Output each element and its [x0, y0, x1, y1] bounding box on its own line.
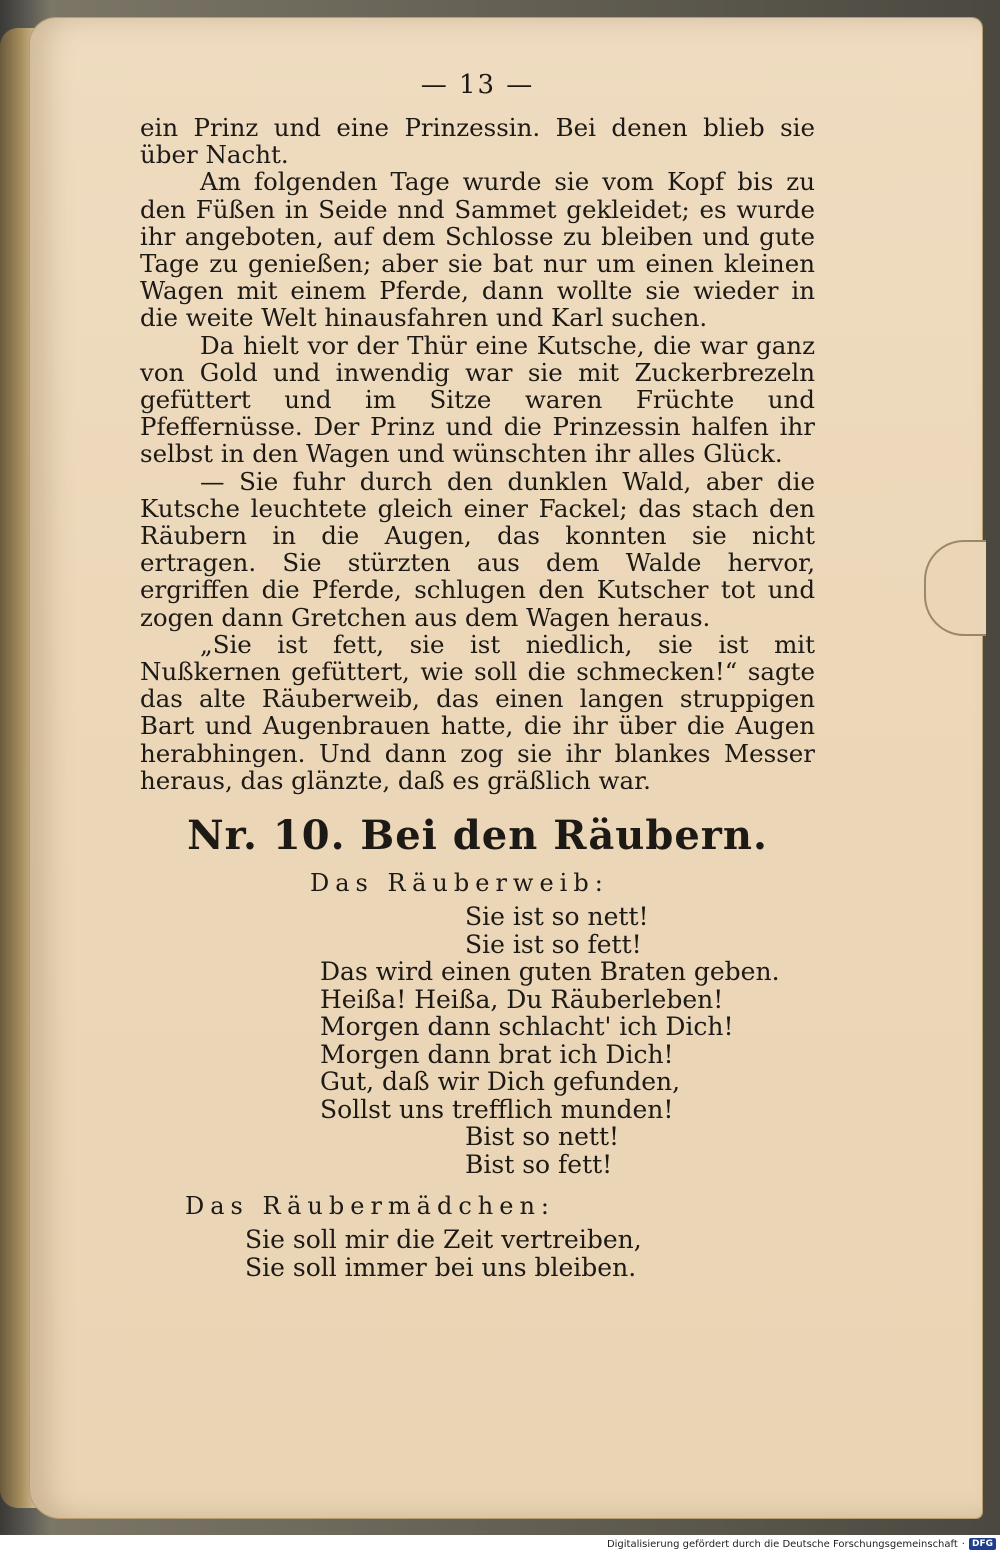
paragraph: ein Prinz und eine Prinzessin. Bei denen blieb sie über Nacht.	[140, 113, 815, 170]
paragraph: „Sie ist fett, sie ist niedlich, sie ist mit Nußkernen gefüttert, wie soll die schmecken!“ sagte das alte Räuberweib, das einen langen struppigen Bart und Augenbrauen hatte, die ihr über die Augen herabhingen. Und dann zog sie ihr blankes Messer heraus, das glänzte, daß es gräßlich war.	[140, 629, 815, 795]
verse-line: Bist so fett!	[465, 1149, 613, 1179]
verse-line: Sollst uns trefflich munden!	[320, 1094, 674, 1124]
digitization-footer: Digitalisierung gefördert durch die Deutsche Forschungsgemeinschaft · DFG	[607, 1538, 996, 1550]
song-heading: Nr. 10. Bei den Räubern.	[187, 812, 768, 860]
verse-line: Morgen dann brat ich Dich!	[320, 1039, 674, 1069]
stanza	[185, 1192, 815, 1282]
page-tab-notch	[924, 540, 986, 636]
verse-line: Morgen dann schlacht' ich Dich!	[320, 1012, 734, 1042]
page-content	[140, 70, 815, 1281]
verse-line: Gut, daß wir Dich gefunden,	[320, 1067, 681, 1097]
verse-line: Sie ist so nett!	[465, 902, 649, 932]
stanza	[310, 869, 815, 1179]
verse-line: Das wird einen guten Braten geben.	[320, 957, 780, 987]
song-body	[140, 869, 815, 1281]
verse-line: Sie soll immer bei uns bleiben.	[245, 1252, 637, 1282]
speaker-label: Das Räuberweib:	[310, 869, 609, 898]
paragraph: Da hielt vor der Thür eine Kutsche, die war ganz von Gold und inwendig war sie mit Zuckerbrezeln gefüttert und im Sitze waren Früchte und Pfeffernüsse. Der Prinz und die Prinzessin halfen ihr selbst in den Wagen und wünschten ihr alles Glück.	[140, 330, 815, 469]
verse-line: Sie soll mir die Zeit vertreiben,	[245, 1225, 642, 1255]
speaker-label: Das Räubermädchen:	[185, 1192, 555, 1221]
page-number: — 13 —	[420, 70, 535, 100]
verse-line: Heißa! Heißa, Du Räuberleben!	[320, 984, 724, 1014]
dfg-logo: DFG	[969, 1538, 996, 1550]
verse-line: Bist so nett!	[465, 1122, 620, 1152]
paragraph: Am folgenden Tage wurde sie vom Kopf bis zu den Füßen in Seide nnd Sammet gekleidet; es wurde ihr angeboten, auf dem Schlosse zu bleiben und gute Tage zu genießen; aber sie bat nur um einen kleinen Wagen mit einem Pferde, dann wollte sie wieder in die weite Welt hinausfahren und Karl suchen.	[140, 167, 815, 333]
funding-credit: Digitalisierung gefördert durch die Deutsche Forschungsgemeinschaft	[606, 1538, 958, 1550]
paragraph: — Sie fuhr durch den dunklen Wald, aber die Kutsche leuchtete gleich einer Fackel; das stach den Räubern in die Augen, das konnten sie nicht ertragen. Sie stürzten aus dem Walde hervor, ergriffen die Pferde, schlugen den Kutscher tot und zogen dann Gretchen aus dem Wagen heraus.	[140, 466, 815, 632]
prose-body	[140, 114, 815, 794]
verse-line: Sie ist so fett!	[465, 929, 642, 959]
